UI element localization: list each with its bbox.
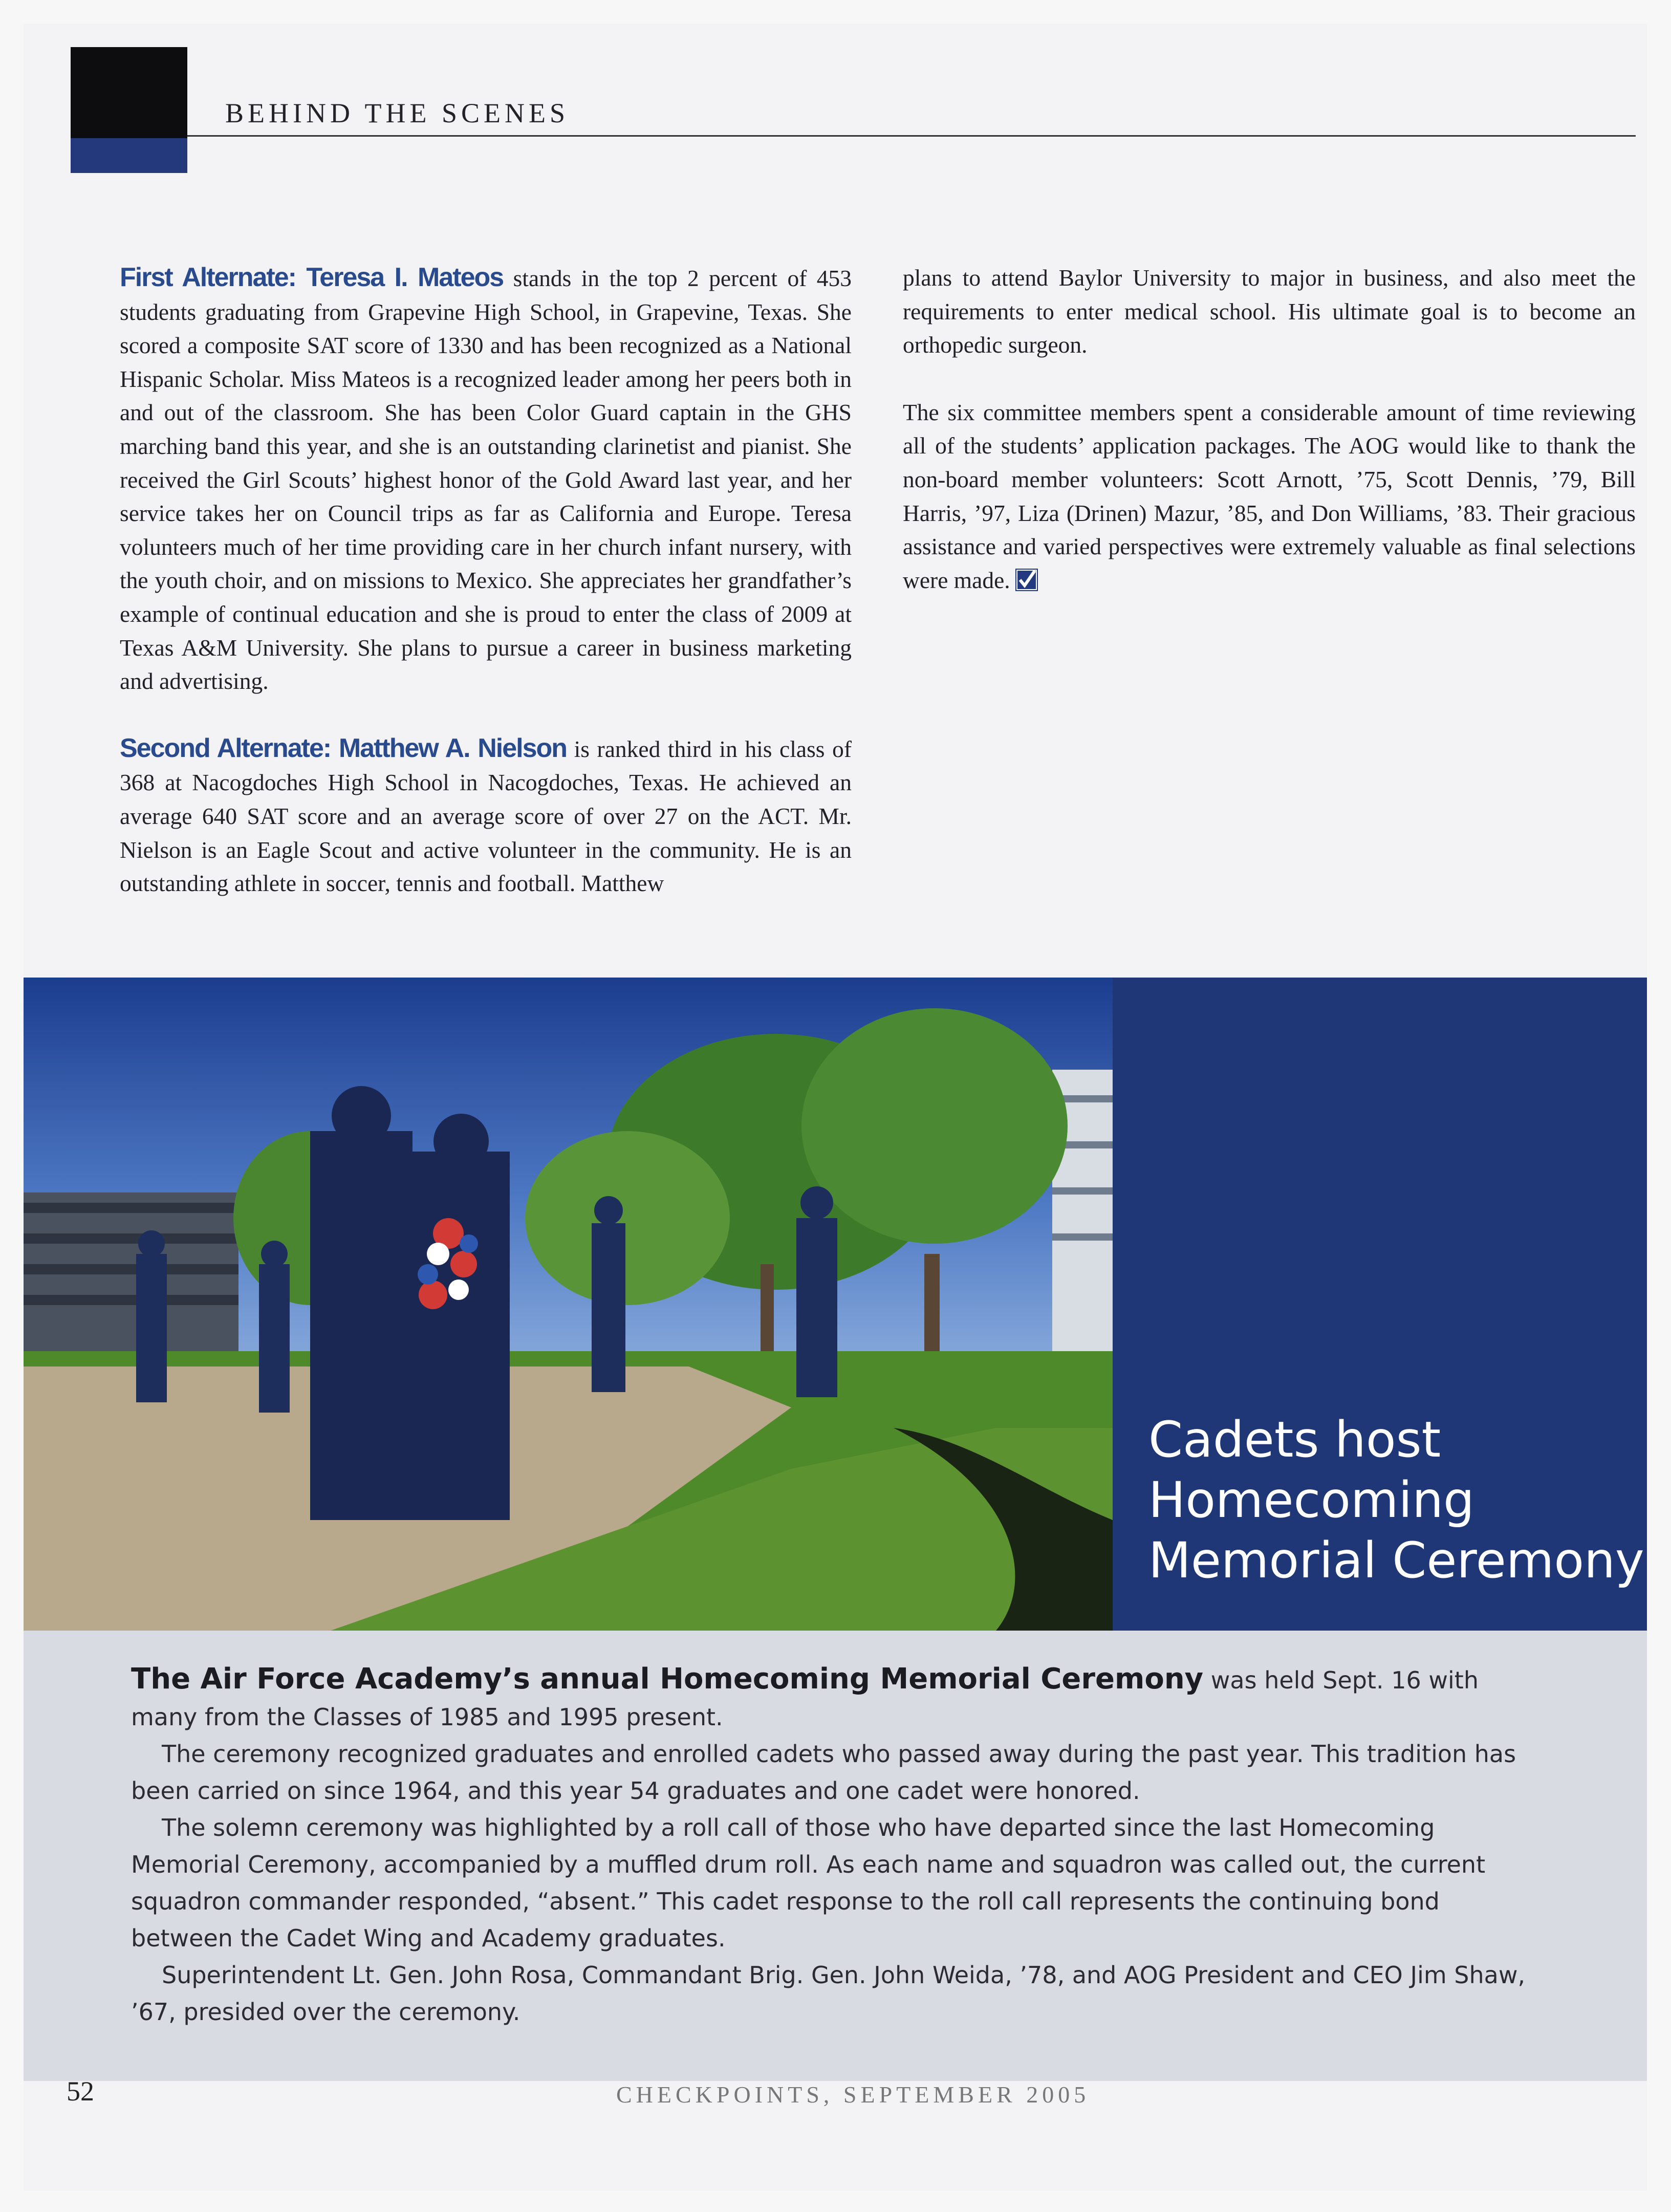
feature-title-line: Homecoming <box>1148 1471 1474 1529</box>
feature-paragraph: The solemn ceremony was highlighted by a roll call of those who have departed since the last Homecoming Memorial Ceremony, accompanied by a muffled drum roll. As each name and squadron was called out, the current squadron commander responded, “absent.” This cadet response to the roll call represents the continuing bond between the Cadet Wing and Academy graduates. <box>131 1814 1486 1952</box>
feature-title <box>1148 1409 1644 1591</box>
second-alternate-paragraph <box>120 732 852 900</box>
feature-paragraph: The ceremony recognized graduates and enrolled cadets who passed away during the past year. This tradition has been carried on since 1964, and this year 54 graduates and one cadet were honored. <box>131 1740 1516 1805</box>
header-blue-block <box>71 138 187 173</box>
first-alternate-paragraph <box>120 261 852 698</box>
publication-footer: CHECKPOINTS, SEPTEMBER 2005 <box>616 2081 1090 2108</box>
feature-title-panel <box>1113 978 1647 1631</box>
first-alternate-body: stands in the top 2 percent of 453 students graduating from Grapevine High School, in Grapevine, Texas. She scored a composite SAT score of 1330 and has been recognized as a National Hispanic Scholar. Miss Mateos is a recognized leader among her peers both in and out of the classroom. She has been Color Guard captain in the GHS marching band this year, and she is an outstanding clarinetist and pianist. She received the Girl Scouts’ highest honor of the Gold Award last year, and her service takes her on Council trips as far as California and Europe. Teresa volunteers much of her time providing care in her church infant nursery, with the youth choir, and on missions to Mexico. She appreciates her grandfather’s example of continual education and she is proud to enter the class of 2009 at Texas A&M University. She plans to pursue a career in business marketing and advertising. <box>120 265 852 695</box>
page-number: 52 <box>67 2076 94 2107</box>
left-column <box>120 261 852 900</box>
feature-title-line: Memorial Ceremony <box>1148 1532 1644 1589</box>
committee-text: The six committee members spent a considerable amount of time reviewing all of the students’ application packages. The AOG would like to thank the non-board member volunteers: Scott Arnott, ’75, Scott Dennis, ’79, Bill Harris, ’97, Liza (Drinen) Mazur, ’85, and Don Williams, ’83. Their gracious assistance and varied perspectives were extremely valuable as final selections were made. <box>903 399 1636 593</box>
feature-title-line: Cadets host <box>1148 1411 1441 1468</box>
section-label: BEHIND THE SCENES <box>225 98 570 128</box>
header-rule <box>187 135 1636 137</box>
feature-caption <box>131 1661 1544 2030</box>
first-alternate-lead: First Alternate: Teresa I. Mateos <box>120 263 504 292</box>
committee-paragraph <box>903 396 1636 597</box>
nielson-continued-paragraph: plans to attend Baylor University to major in business, and also meet the requirements to enter medical school. His ultimate goal is to become an orthopedic surgeon. <box>903 265 1636 358</box>
right-column <box>903 261 1636 597</box>
second-alternate-lead: Second Alternate: Matthew A. Nielson <box>120 733 567 763</box>
second-alternate-body: is ranked third in his class of 368 at Nacogdoches High School in Nacogdoches, Texas. He achieved an average 640 SAT score and an average score of over 27 on the ACT. Mr. Nielson is an Eagle Scout and active volunteer in the community. He is an outstanding athlete in soccer, tennis and football. Matthew <box>120 735 852 897</box>
ceremony-photo <box>24 978 1113 1631</box>
feature-lead: The Air Force Academy’s annual Homecoming Memorial Ceremony <box>131 1662 1204 1696</box>
feature-lead-body: was held Sept. 16 with many from the Classes of 1985 and 1995 present. <box>131 1666 1479 1731</box>
feature-paragraph: Superintendent Lt. Gen. John Rosa, Commandant Brig. Gen. John Weida, ’78, and AOG President and CEO Jim Shaw, ’67, presided over the ceremony. <box>131 1961 1526 2026</box>
feature-paragraph <box>131 1661 1544 1736</box>
checkbox-check-icon <box>1015 569 1038 591</box>
